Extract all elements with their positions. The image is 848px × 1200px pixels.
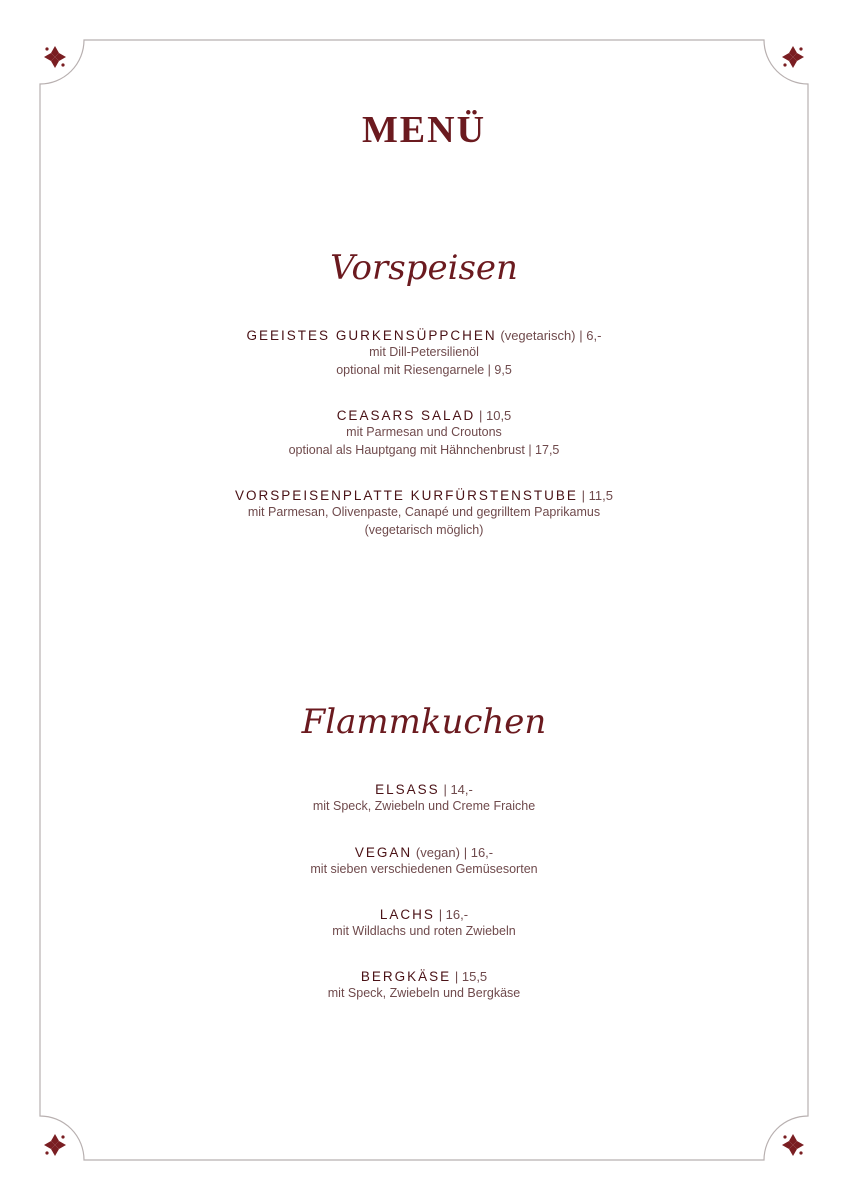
item-note: (vegetarisch) bbox=[500, 328, 576, 343]
item-name: LACHS bbox=[379, 907, 435, 922]
item-description: mit Dill-Petersilienöl bbox=[369, 345, 479, 359]
item-description: mit Parmesan und Croutons bbox=[346, 425, 502, 439]
vorspeisen-list bbox=[0, 327, 848, 567]
section-title-vorspeisen: Vorspeisen bbox=[330, 248, 518, 288]
flammkuchen-list bbox=[0, 781, 848, 1030]
menu-item bbox=[0, 968, 848, 1030]
item-name: VORSPEISENPLATTE KURFÜRSTENSTUBE bbox=[235, 488, 578, 503]
item-name: ELSASS bbox=[375, 782, 440, 797]
menu-item bbox=[0, 844, 848, 906]
item-price: | 10,5 bbox=[479, 408, 512, 423]
corner-ornament-icon bbox=[782, 1134, 804, 1156]
item-description: mit Wildlachs und roten Zwiebeln bbox=[332, 924, 516, 938]
item-description: optional als Hauptgang mit Hähnchenbrust | 17,5 bbox=[288, 442, 560, 457]
menu-title: MENÜ bbox=[361, 109, 487, 151]
item-name: BERGKÄSE bbox=[360, 969, 452, 984]
item-name: CEASARS SALAD bbox=[336, 408, 476, 423]
item-description: (vegetarisch möglich) bbox=[364, 522, 484, 537]
menu-item bbox=[0, 906, 848, 968]
item-price: | 6,- bbox=[579, 328, 602, 343]
menu-item bbox=[0, 781, 848, 844]
item-note: (vegan) bbox=[415, 845, 460, 860]
section-title-flammkuchen: Flammkuchen bbox=[301, 702, 547, 742]
item-description: mit Parmesan, Olivenpaste, Canapé und gegrilltem Paprikamus bbox=[247, 505, 601, 519]
menu-item bbox=[0, 487, 848, 567]
item-name: GEEISTES GURKENSÜPPCHEN bbox=[246, 328, 497, 343]
item-price: | 11,5 bbox=[581, 488, 613, 503]
corner-ornament-icon bbox=[44, 1134, 66, 1156]
corner-ornament-icon bbox=[782, 46, 804, 68]
item-price: | 15,5 bbox=[454, 969, 488, 984]
item-description: optional mit Riesengarnele | 9,5 bbox=[336, 362, 512, 377]
item-price: | 14,- bbox=[443, 782, 473, 797]
item-description: mit Speck, Zwiebeln und Bergkäse bbox=[327, 986, 521, 1000]
menu-item bbox=[0, 407, 848, 487]
item-description: mit Speck, Zwiebeln und Creme Fraiche bbox=[312, 799, 536, 813]
item-description: mit sieben verschiedenen Gemüsesorten bbox=[310, 862, 538, 876]
item-name: VEGAN bbox=[354, 845, 413, 860]
corner-ornament-icon bbox=[44, 46, 66, 68]
menu-item bbox=[0, 327, 848, 407]
item-price: | 16,- bbox=[463, 845, 494, 860]
item-price: | 16,- bbox=[438, 907, 469, 922]
